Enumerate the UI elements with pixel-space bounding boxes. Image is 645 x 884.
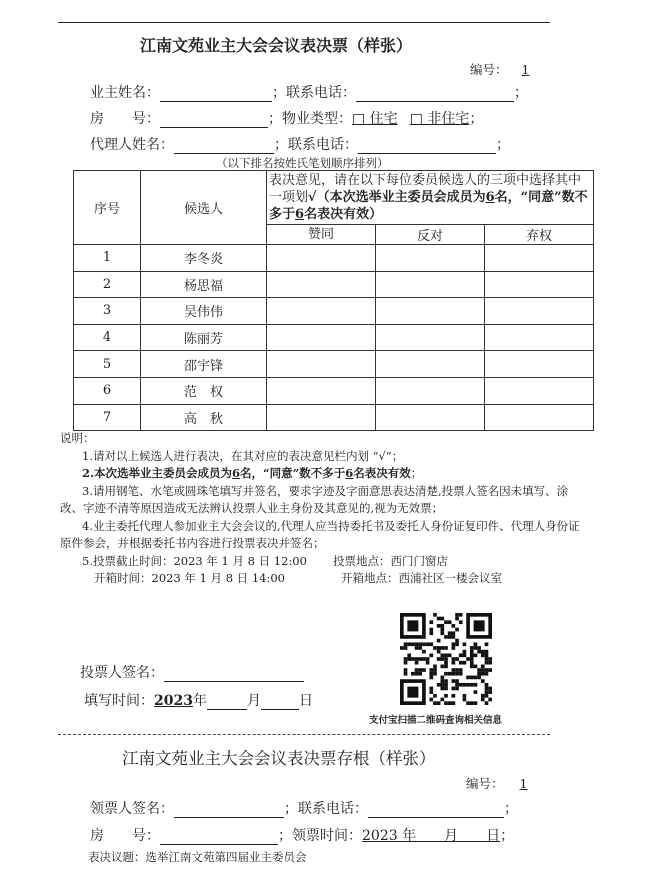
sort-note: （以下排名按姓氏笔划顺序排列）	[216, 156, 389, 170]
table-row	[74, 298, 594, 325]
abstain-cell[interactable]	[485, 351, 594, 378]
owner-phone-label: ；联系电话：	[272, 85, 356, 101]
header-abstain: 弃权	[485, 225, 594, 245]
abstain-cell[interactable]	[485, 271, 594, 298]
room-line	[90, 108, 483, 128]
cut-line	[58, 734, 550, 735]
owner-phone-end: ；	[514, 85, 528, 101]
abstain-cell[interactable]	[485, 404, 594, 431]
agree-cell[interactable]	[267, 245, 376, 272]
proxy-phone-end: ；	[496, 137, 510, 153]
note-3: 3.请用钢笔、水笔或圆珠笔填写并签名，要求字迹及字面意思表达清楚,投票人签名因未填写、涂改、字迹不清等原因造成无法辨认投票人业主身份及其意见的,视为无效票；	[60, 483, 569, 515]
stub-number	[466, 774, 527, 792]
header-oppose: 反对	[376, 225, 485, 245]
stub-receiver-line	[90, 798, 518, 818]
qr-caption: 支付宝扫描二维码查询相关信息	[369, 715, 503, 726]
fill-time-label: 填写时间：	[84, 693, 154, 709]
stub-number-value: 1	[519, 776, 528, 791]
note-5-open-time: 开箱时间：2023 年 1 月 8 日 14:00	[94, 571, 285, 585]
row-candidate: 范 权	[141, 377, 267, 404]
row-no: 4	[74, 324, 141, 351]
instruction-bold-d: 6	[295, 207, 305, 222]
room-field[interactable]	[160, 113, 268, 128]
abstain-cell[interactable]	[485, 245, 594, 272]
note-1: 1.请对以上候选人进行表决，在其对应的表决意见栏内划 “√”；	[82, 448, 404, 463]
agree-cell[interactable]	[267, 377, 376, 404]
oppose-cell[interactable]	[376, 271, 485, 298]
property-type-label: ；物业类型：	[268, 111, 352, 127]
header-instruction	[267, 171, 594, 225]
qr-code-icon[interactable]	[400, 613, 492, 705]
oppose-cell[interactable]	[376, 351, 485, 378]
table-row	[74, 271, 594, 298]
row-candidate: 高 秋	[141, 404, 267, 431]
fill-year-unit: 年	[192, 693, 207, 709]
agree-cell[interactable]	[267, 271, 376, 298]
agree-cell[interactable]	[267, 298, 376, 325]
top-rule	[58, 22, 550, 23]
row-candidate: 杨思福	[141, 271, 267, 298]
table-row	[74, 324, 594, 351]
owner-name-label: 业主姓名：	[90, 85, 160, 101]
voter-sign-label: 投票人签名：	[80, 665, 164, 681]
table-row	[74, 351, 594, 378]
receive-time-end: ；	[500, 828, 515, 844]
proxy-name-label: 代理人姓名：	[90, 137, 174, 153]
stub-phone-field[interactable]	[368, 803, 504, 818]
receiver-sign-field[interactable]	[174, 803, 284, 818]
abstain-cell[interactable]	[485, 377, 594, 404]
agree-cell[interactable]	[267, 324, 376, 351]
ballot-number-label: 编号：	[470, 62, 508, 77]
table-row	[74, 377, 594, 404]
receive-time-label: ；领票时间：	[278, 828, 362, 844]
instruction-text: 表决意见，请在以下每位委员候选人的三项中选择其中一项划	[269, 173, 582, 205]
proxy-line	[90, 134, 510, 154]
note-5-location: 投票地点：西门门窗店	[332, 553, 448, 568]
ballot-title: 江南文苑业主大会会议表决票（样张）	[140, 36, 413, 55]
note-5-line-1	[60, 553, 580, 571]
row-candidate: 邵宇锋	[141, 351, 267, 378]
fill-year: 2023	[154, 693, 193, 709]
type-end: ；	[469, 111, 484, 127]
ballot-number-value: 1	[521, 62, 530, 77]
row-candidate: 李冬炎	[141, 245, 267, 272]
receiver-sign-label: 领票人签名：	[90, 801, 174, 817]
ballot-number	[470, 60, 529, 78]
owner-phone-field[interactable]	[356, 87, 514, 102]
fill-month-unit: 月	[246, 693, 261, 709]
note-5-line-2	[60, 570, 580, 588]
stub-room-label: 房 号：	[90, 828, 160, 844]
note-5-open-location: 开箱地点：西浦社区一楼会议室	[340, 571, 502, 585]
row-no: 1	[74, 245, 141, 272]
row-no: 5	[74, 351, 141, 378]
note-2-a: 2.本次选举业主委员会成员为	[82, 466, 233, 480]
table-row	[74, 404, 594, 431]
instruction-bold-c: 名，“同意”数不多于	[269, 190, 588, 222]
note-2-f: ；	[410, 466, 423, 480]
stub-phone-end: ；	[504, 801, 518, 817]
note-2-e: 名表决有效	[353, 466, 411, 480]
note-2-b: 6	[232, 466, 241, 480]
fill-month-field[interactable]	[207, 695, 247, 710]
row-no: 3	[74, 298, 141, 325]
stub-title: 江南文苑业主大会会议表决票存根（样张）	[122, 749, 436, 768]
fill-day-field[interactable]	[261, 695, 299, 710]
room-label: 房 号：	[90, 111, 160, 127]
agree-cell[interactable]	[267, 351, 376, 378]
note-2-d: 6	[345, 466, 354, 480]
header-no: 序号	[74, 171, 141, 245]
oppose-cell[interactable]	[376, 245, 485, 272]
row-no: 6	[74, 377, 141, 404]
fill-day-unit: 日	[298, 693, 313, 709]
agree-cell[interactable]	[267, 404, 376, 431]
row-no: 7	[74, 404, 141, 431]
oppose-cell[interactable]	[376, 324, 485, 351]
proxy-name-field[interactable]	[174, 139, 274, 154]
stub-room-field[interactable]	[160, 830, 278, 845]
stub-phone-label: ；联系电话：	[284, 801, 368, 817]
abstain-cell[interactable]	[485, 324, 594, 351]
type-nonresidential-checkbox[interactable]: □ 非住宅	[409, 111, 470, 127]
notes-section	[60, 430, 580, 588]
instruction-check: √	[308, 190, 317, 205]
note-2	[60, 465, 580, 483]
instruction-bold-a: （本次选举业主委员会成员为	[316, 190, 486, 205]
header-candidate: 候选人	[141, 171, 267, 245]
type-residential-checkbox[interactable]: □ 住宅	[352, 111, 398, 127]
abstain-cell[interactable]	[485, 298, 594, 325]
stub-room-line	[90, 825, 514, 845]
voter-sign-line	[80, 662, 304, 682]
oppose-cell[interactable]	[376, 298, 485, 325]
owner-line	[90, 82, 528, 102]
note-4: 4.业主委托代理人参加业主大会会议的,代理人应当持委托书及委托人身份证复印件、代理人身份证原件参会，并根据委托书内容进行投票表决并签名；	[60, 518, 580, 550]
instruction-bold-e: 名表决有效）	[304, 207, 383, 222]
proxy-phone-field[interactable]	[358, 139, 496, 154]
note-2-c: 名，“同意”数不多于	[240, 466, 346, 480]
voter-sign-field[interactable]	[164, 667, 304, 682]
row-candidate: 陈丽芳	[141, 324, 267, 351]
fill-time-line	[84, 690, 313, 710]
stub-number-label: 编号：	[466, 776, 504, 791]
note-5-deadline: 5.投票截止时间：2023 年 1 月 8 日 12:00	[82, 553, 307, 568]
stub-topic: 表决议题：选举江南文苑第四届业主委员会	[88, 850, 307, 864]
proxy-phone-label: ；联系电话：	[274, 137, 358, 153]
row-candidate: 吴伟伟	[141, 298, 267, 325]
header-agree: 赞同	[267, 225, 376, 245]
row-no: 2	[74, 271, 141, 298]
instruction-bold-b: 6	[485, 190, 495, 205]
receive-time-value[interactable]: 2023 年 月 日	[362, 828, 501, 844]
table-row	[74, 245, 594, 272]
vote-table	[73, 170, 594, 431]
owner-name-field[interactable]	[160, 87, 272, 102]
notes-heading: 说明：	[60, 431, 95, 445]
oppose-cell[interactable]	[376, 404, 485, 431]
oppose-cell[interactable]	[376, 377, 485, 404]
